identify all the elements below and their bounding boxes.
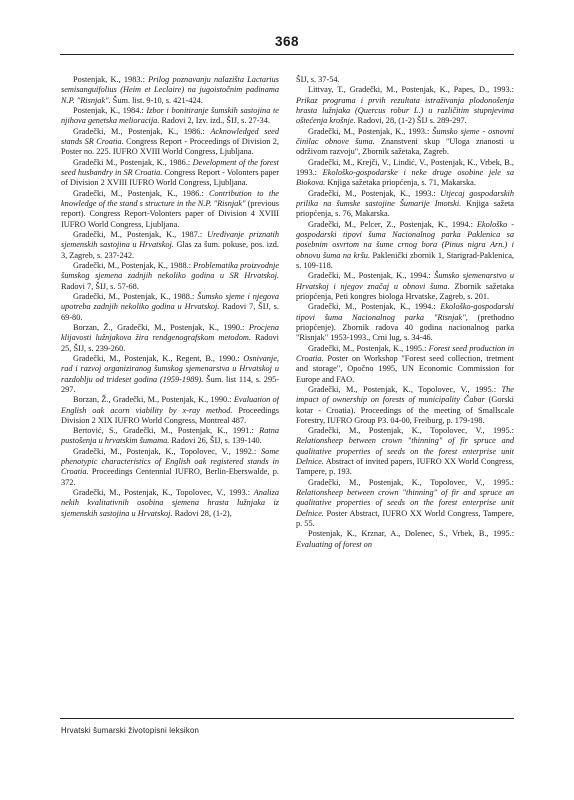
entry-details: Congress Report - Volonters paper of Division 2 XVIII IUFRO World Congress, Ljubljana. <box>61 167 279 188</box>
bibliography-entry <box>296 529 514 550</box>
bibliography-column-right <box>296 75 514 717</box>
entry-title: Development of the forest seed husbandry in SR Croatia. <box>61 157 279 177</box>
entry-authors: Borzan, Ž., Gradečki, M., Postenjak, K., 1990.: <box>73 395 234 405</box>
bibliography-entry <box>296 127 514 158</box>
entry-title: Ekološko-gospodarski tipovi šuma Nacionalnog parka "Risnjak", <box>296 302 514 322</box>
entry-authors: Gradečki, M., Postenjak, K., 1988.: <box>73 260 194 270</box>
bibliography-entry <box>61 158 279 189</box>
entry-details: (prethodno priopćenje). Zbornik radova 40 godina nacionalnog parka "Risnjak" 1953-1993., Crni lug, s. 34-46. <box>296 312 514 343</box>
entry-title: Izbor i bonitiranje šumskih sastojina te njihova genetska melioracija. <box>61 105 279 126</box>
entry-title: Acknowledged seed stands SR Croatia. <box>61 126 279 146</box>
entry-details: ŠIJ, s. 37-54. <box>296 75 340 84</box>
entry-authors: Gradečki, M., Postenjak, K., Topolovec, V., 1993.: <box>73 488 254 498</box>
entry-details: Radovi, 28, (1-2) ŠIJ s. 289-297. <box>355 116 467 126</box>
footer-rule <box>60 718 514 719</box>
entry-details: Paklenički zbornik 1, Starigrad-Paklenica, s. 109-118. <box>296 250 514 270</box>
bibliography-entry <box>296 426 514 478</box>
entry-title: Utjecaj gospodarskih prilika na šumske sastojine Šumarije Imotski. <box>296 188 514 208</box>
entry-title: Uređivanje priznatih sjemenskih sastojina u Hrvatskoj. <box>61 229 279 250</box>
bibliography-entry <box>61 127 279 158</box>
entry-details: Congress Report - Proceedings of Division 2, Poster no. 225. IUFRO XVIII World Congress, Ljubljana. <box>61 136 279 157</box>
entry-title: Ekološko-gospodarske i neke druge osobine jele sa Biokova. <box>296 167 514 188</box>
entry-authors: Gradečki, M., Pelcer, Z., Postenjak, K., 1994.: <box>308 219 477 229</box>
entry-authors: Gradečki, M., Postenjak, K., Topolovec, V., 1995.: <box>308 384 502 394</box>
bibliography-entry <box>296 158 514 189</box>
bibliography-entry <box>296 85 514 126</box>
entry-details: Glas za šum. pokuse, pos. izd. 3, Zagreb, s. 237-242. <box>61 240 279 260</box>
entry-title: Procjena klijavosti lužnjakova žira rendgenografskom metodom. <box>61 322 279 343</box>
entry-details: Poster Abstract, IUFRO XX World Congress, Tampere, p. 55. <box>296 508 514 529</box>
entry-details: Knjiga sažetaka priopćenja, s. 71, Makarska. <box>325 178 476 188</box>
entry-title: Relationsheep between crown "thinning" of fir spruce and qualitative properties of seeds on the forest enterprise unit Delnice. <box>296 436 514 467</box>
entry-title: Some phenotypic characteristics of English oak registered stands in Croatia. <box>61 446 279 477</box>
entry-authors: Gradečki, M., Postenjak, K., 1986.: <box>73 126 211 136</box>
entry-title: Contribution to the knowledge of the stand s structure in the N.P. "Risnjak" <box>61 188 279 208</box>
entry-details: Šum. list. 9-10, s. 421-424. <box>110 95 203 105</box>
bibliography-entry <box>61 395 279 426</box>
entry-title: Ratna pustošenja u hrvatskim šumama. <box>61 426 279 446</box>
bibliography-entry <box>296 344 514 385</box>
entry-authors: Gradečki, M., Postenjak, K., 1994.: <box>308 302 441 312</box>
entry-authors: Littvay, T., Gradečki, M., Postenjak, K., Papes, D., 1993.: <box>308 85 514 95</box>
bibliography-entry <box>61 354 279 395</box>
entry-details: Proceedings Centennial IUFRO, Berlin-Eberswalde, p. 372. <box>61 467 279 487</box>
entry-authors: Borzan, Ž., Gradečki, M., Postenjak, K., 1990.: <box>73 322 249 332</box>
bibliography-entry <box>296 302 514 343</box>
entry-authors: Gradečki, M., Postenjak, K., 1993.: <box>308 188 441 198</box>
entry-details: Radovi 7, ŠIJ, s. 69-80. <box>61 302 279 322</box>
entry-authors: Postenjak, K., Krznar, A., Dolenec, S., Vrbek, B., 1995.: <box>308 529 514 539</box>
entry-details: Poster on Workshop "Forest seed collection, tretment and storage", Opočno 1995, UN Economic Commission for Europe and FAO. <box>296 353 514 384</box>
entry-authors: Gradečki, M., Postenjak, K., 1993.: <box>308 126 433 136</box>
entry-title: Evaluation of English oak acorn viability by x-ray method. <box>61 395 279 415</box>
entry-authors: Postenjak, K., 1983.: <box>73 75 149 84</box>
entry-title: Prilog poznavanju nalazišta Lactarius semisanguifolius (Heim et Leclaire) na jugoistočnim padinama N.P. "Risnjak". <box>61 75 279 105</box>
entry-title: Šumsko sjemenarstvo u Hrvatskoj i njegov značaj u obnovi šuma. <box>296 271 514 291</box>
entry-title: Analiza nekih kvalitativnih osobina sjemena hrasta lužnjaka iz sjemenskih sastojina u Hrvatskoj. <box>61 488 279 518</box>
entry-title: The impact of ownership on forests of municipality Čabar <box>296 384 514 405</box>
bibliography-entry <box>296 385 514 426</box>
bibliography-entry <box>61 230 279 261</box>
bibliography-entry <box>61 292 279 323</box>
bibliography-entry <box>296 220 514 272</box>
entry-authors: Gradečki, M., Postenjak, K., 1988.: <box>73 291 198 301</box>
entry-authors: Gradečki, M., Postenjak, K., Topolovec, V., 1992.: <box>73 446 262 456</box>
entry-authors: Gradečki, M., Postenjak, K., Topolovec, V., 1995.: <box>308 477 514 487</box>
entry-details: Radovi 2, Izv. izd., ŠIJ, s. 27-34. <box>159 116 270 126</box>
bibliography-column-left <box>61 75 279 717</box>
entry-details: Znanstveni skup "Uloga znanosti u održivom razvoju", Zbornik sažetaka, Zagreb. <box>296 136 514 157</box>
bibliography-entry <box>61 323 279 354</box>
bibliography-entry <box>61 261 279 292</box>
entry-title: Osnivanje, rad i razvoj organiziranog šumskog sjemenarstva u Hrvatskoj u razdoblju od trideset godina (1959-1989). <box>61 353 279 384</box>
entry-title: Forest seed production in Croatia. <box>296 343 514 363</box>
entry-authors: Gradečki, M., Postenjak, K., Topolovec, V., 1995.: <box>308 426 514 436</box>
bibliography-entry <box>61 75 279 106</box>
entry-details: Šum. list 114, s. 295-297. <box>61 374 279 394</box>
entry-details: Radovi 25, ŠIJ, s. 239-260. <box>61 333 279 353</box>
entry-authors: Postenjak, K., 1984.: <box>73 105 147 115</box>
bibliography-entry <box>61 426 279 447</box>
bibliography-entry <box>296 75 514 85</box>
entry-details: Radovi 28, (1-2), <box>172 508 232 518</box>
entry-authors: Gradečki, M., Postenjak, K., 1987.: <box>73 229 208 239</box>
entry-details: Radovi 26, ŠIJ, s. 139-140. <box>169 436 262 446</box>
entry-title: Šumsko sjeme i njegova upotreba zadnjih nekoliko godina u Hrvatskoj. <box>61 291 279 312</box>
bibliography-entry <box>296 478 514 530</box>
entry-authors: Gradečki, M., Postenjak, K., 1995.: <box>308 343 429 353</box>
entry-title: Problematika proizvodnje šumskog sjemena zadnjih nekoliko godina u SR Hrvatskoj. <box>61 260 279 281</box>
entry-title: Ekološko - gospodarski tipovi šuma Nacionalnog parka Paklenica sa posebnim osvrtom na šume crnog bora (Pinus nigra Arn.) i obnovu šuma na kršu. <box>296 219 514 260</box>
entry-title: Prikaz programa i prvih rezultata istraživanja plodonošenja hrasta lužnjaka (Quercus robur L.) u različitim stupnjevima oštećenja krošnje. <box>296 95 514 126</box>
bibliography-entry <box>61 447 279 488</box>
entry-title: Relationsheep between crown "thinning" of fir and spruce an qualitative properties of seeds on the forest enterprise unit Delnice. <box>296 488 514 518</box>
bibliography-entry <box>296 189 514 220</box>
entry-details: (Gorski kotar - Croatia). Proceedings of the meeting of Smallscale Forestry, IUFRO Group P3. 04-00, Freiburg, p. 179-198. <box>296 395 514 425</box>
entry-authors: Gradečki, M., Krejči, V., Lindić, V., Postenjak, K., Vrbek, B., 1993.: <box>296 157 514 177</box>
entry-details: Radovi 7, ŠIJ, s. 57-68. <box>61 281 139 291</box>
page-number: 368 <box>274 34 300 49</box>
entry-details: Zbornik sažetaka priopćenja, Peti kongres biologa Hrvatske, Zagreb, s. 201. <box>296 281 514 301</box>
entry-authors: Gradečki, M., Postenjak, K., Regent, B., 1990.: <box>73 353 244 363</box>
bibliography-entry <box>61 106 279 127</box>
entry-details: Knjiga sažeta priopćenja, s. 76, Makarska. <box>296 198 514 219</box>
entry-authors: Bertović, S., Gradečki, M., Postenjak, K., 1991.: <box>73 426 260 436</box>
entry-authors: Gradečki M., Postenjak, K., 1986.: <box>73 157 193 167</box>
entry-authors: Gradečki, M., Postenjak, K., 1994.: <box>308 271 435 281</box>
entry-details: Proceedings Division 2 XIX IUFRO World Congress, Montreal 487. <box>61 405 279 425</box>
entry-authors: Gradečki, M., Postenjak, K., 1986.: <box>73 188 209 198</box>
entry-title: Evaluating of forest on <box>296 539 372 549</box>
bibliography-entry <box>61 488 279 519</box>
entry-title: Šumsko sjeme - osnovni činilac obnove šuma. <box>296 126 514 146</box>
bibliography-entry <box>61 189 279 230</box>
header-rule <box>60 54 514 55</box>
running-footer: Hrvatski šumarski životopisni leksikon <box>61 726 200 735</box>
entry-details: (previous report). Congress Report-Volonters paper of Division 4 XVIII IUFRO World Congress, Ljubljana. <box>61 198 279 229</box>
bibliography-entry <box>296 271 514 302</box>
entry-details: Abstract of invited papers, IUFRO XX World Congress, Tampere, p. 193. <box>296 457 514 477</box>
